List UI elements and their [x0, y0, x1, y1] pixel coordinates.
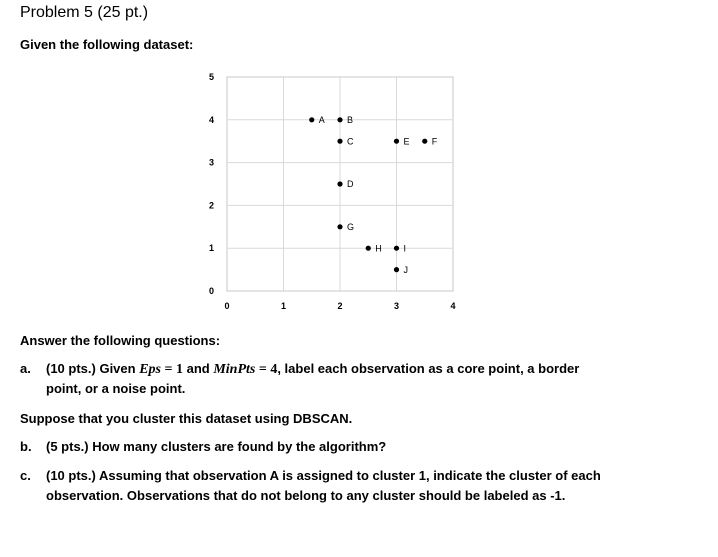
data-point-c — [337, 139, 342, 144]
point-label-g: G — [347, 222, 355, 232]
questions-heading: Answer the following questions: — [20, 333, 221, 348]
data-point-i — [394, 246, 399, 251]
point-label-j: J — [403, 264, 408, 275]
y-tick-label-2: 2 — [208, 200, 214, 211]
point-label-h: H — [375, 243, 382, 254]
question-a-line1 — [46, 359, 579, 380]
minpts-value: = 4 — [255, 362, 278, 377]
data-point-d — [337, 181, 342, 186]
point-label-b: B — [347, 115, 354, 125]
dbscan-statement: Suppose that you cluster this dataset using DBSCAN. — [20, 411, 353, 426]
question-b — [20, 437, 700, 457]
point-label-d: D — [347, 179, 354, 190]
dataset-intro: Given the following dataset: — [20, 37, 194, 52]
eps-value: = 1 — [161, 362, 183, 377]
question-b-label: b. — [20, 439, 32, 454]
x-tick-label-2: 2 — [337, 301, 343, 311]
y-tick-label-4: 4 — [208, 114, 214, 125]
data-point-a — [309, 117, 314, 122]
question-c — [20, 466, 700, 508]
data-point-e — [394, 139, 399, 144]
x-tick-label-4: 4 — [450, 301, 456, 311]
x-tick-label-3: 3 — [393, 301, 400, 311]
problem-title: Problem 5 (25 pt.) — [20, 4, 149, 21]
y-tick-label-1: 1 — [208, 243, 214, 254]
point-label-a: A — [318, 115, 325, 125]
point-label-i: I — [403, 243, 407, 254]
point-label-c: C — [347, 136, 354, 147]
question-b-text: (5 pts.) How many clusters are found by the algorithm? — [46, 439, 387, 454]
question-a-label: a. — [20, 361, 31, 376]
question-a-prefix: (10 pts.) Given — [46, 361, 140, 376]
x-tick-label-1: 1 — [280, 301, 287, 311]
data-point-b — [337, 117, 342, 122]
question-a-rest: , label each observation as a core point, a border — [277, 361, 580, 376]
point-label-f: F — [431, 136, 438, 147]
data-point-g — [337, 224, 342, 229]
question-c-line2: observation. Observations that do not belong to any cluster should be labeled as -1. — [46, 488, 566, 503]
point-label-e: E — [403, 136, 410, 147]
y-tick-label-5: 5 — [208, 72, 214, 82]
question-a-and: and — [182, 361, 214, 376]
data-point-f — [422, 139, 427, 144]
question-a-line2: point, or a noise point. — [46, 381, 186, 396]
y-tick-label-3: 3 — [208, 157, 214, 168]
data-point-h — [366, 246, 371, 251]
question-a — [20, 359, 700, 401]
x-tick-label-0: 0 — [224, 301, 230, 311]
y-tick-label-0: 0 — [208, 286, 214, 296]
eps-variable: Eps — [139, 362, 161, 377]
question-c-line1: (10 pts.) Assuming that observation A is assigned to cluster 1, indicate the cluster of each — [46, 468, 601, 483]
data-point-j — [394, 267, 399, 272]
minpts-variable: MinPts — [213, 362, 256, 377]
question-c-label: c. — [20, 468, 31, 483]
